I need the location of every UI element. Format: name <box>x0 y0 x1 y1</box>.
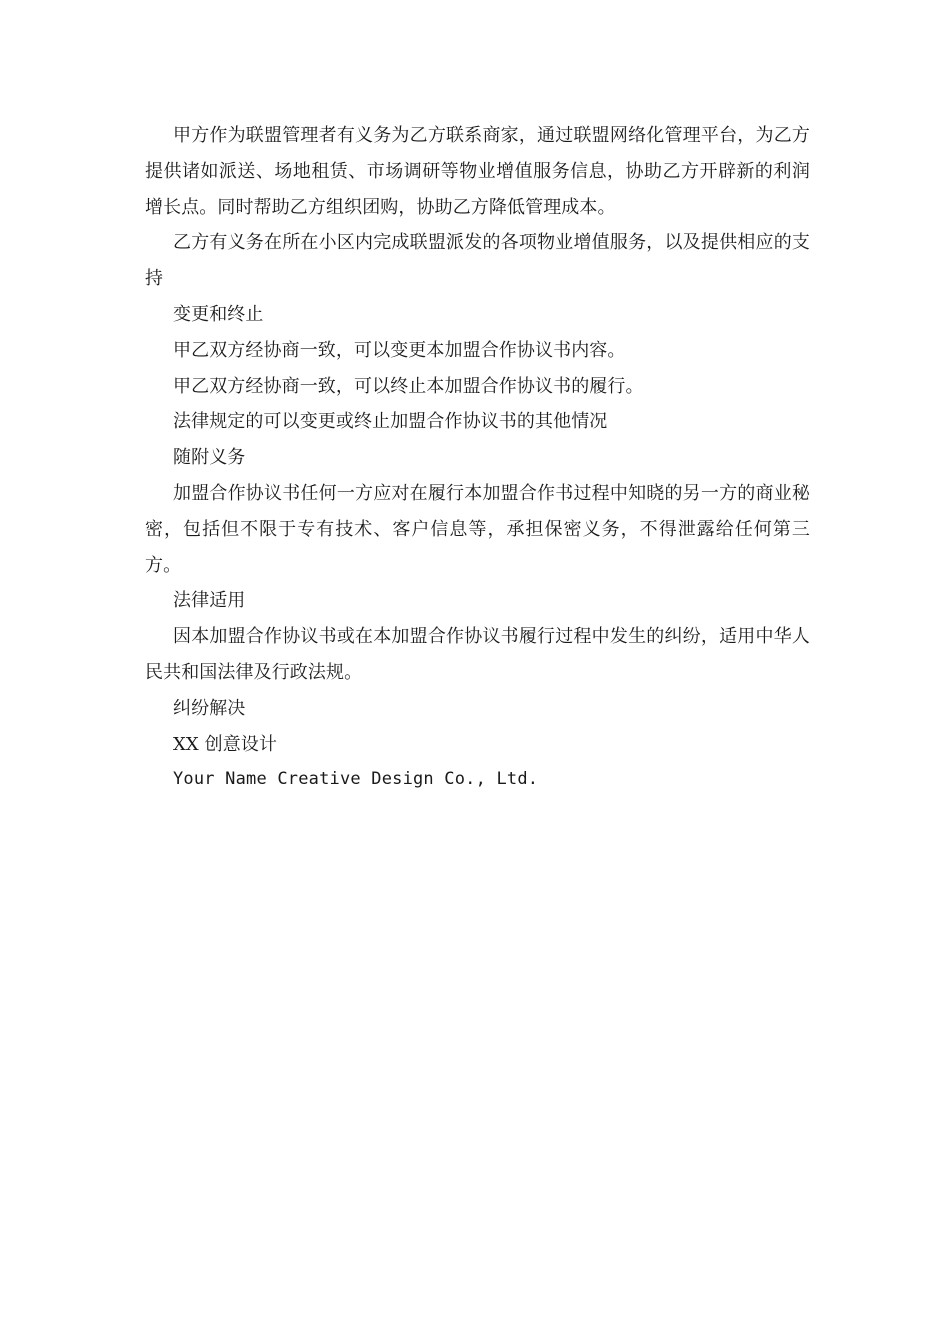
paragraph-party-b-duties: 乙方有义务在所在小区内完成联盟派发的各项物业增值服务，以及提供相应的支持 <box>145 232 810 290</box>
section-heading-change-termination: 变更和终止 <box>173 303 264 325</box>
paragraph-terminate-agreement: 甲乙双方经协商一致，可以终止本加盟合作协议书的履行。 <box>173 375 644 397</box>
paragraph-party-a-duties: 甲方作为联盟管理者有义务为乙方联系商家，通过联盟网络化管理平台，为乙方提供诸如派送、场地租赁、市场调研等物业增值服务信息，协助乙方开辟新的利润增长点。同时帮助乙方组织团购，协助乙方降低管理成本。 <box>145 125 810 218</box>
paragraph-change-agreement: 甲乙双方经协商一致，可以变更本加盟合作协议书内容。 <box>173 339 626 361</box>
company-name-en: Your Name Creative Design Co., Ltd. <box>173 769 539 790</box>
section-heading-applicable-law: 法律适用 <box>173 590 246 612</box>
document-body <box>145 118 810 798</box>
paragraph-legal-change-termination: 法律规定的可以变更或终止加盟合作协议书的其他情况 <box>173 411 608 433</box>
company-name-cn: XX 创意设计 <box>173 733 278 755</box>
section-heading-dispute-resolution: 纠纷解决 <box>173 697 246 719</box>
paragraph-confidentiality: 加盟合作协议书任何一方应对在履行本加盟合作书过程中知晓的另一方的商业秘密，包括但不限于专有技术、客户信息等，承担保密义务，不得泄露给任何第三方。 <box>145 482 810 576</box>
paragraph-applicable-law: 因本加盟合作协议书或在本加盟合作协议书履行过程中发生的纠纷，适用中华人民共和国法律及行政法规。 <box>145 626 810 683</box>
section-heading-ancillary-obligations: 随附义务 <box>173 447 246 469</box>
